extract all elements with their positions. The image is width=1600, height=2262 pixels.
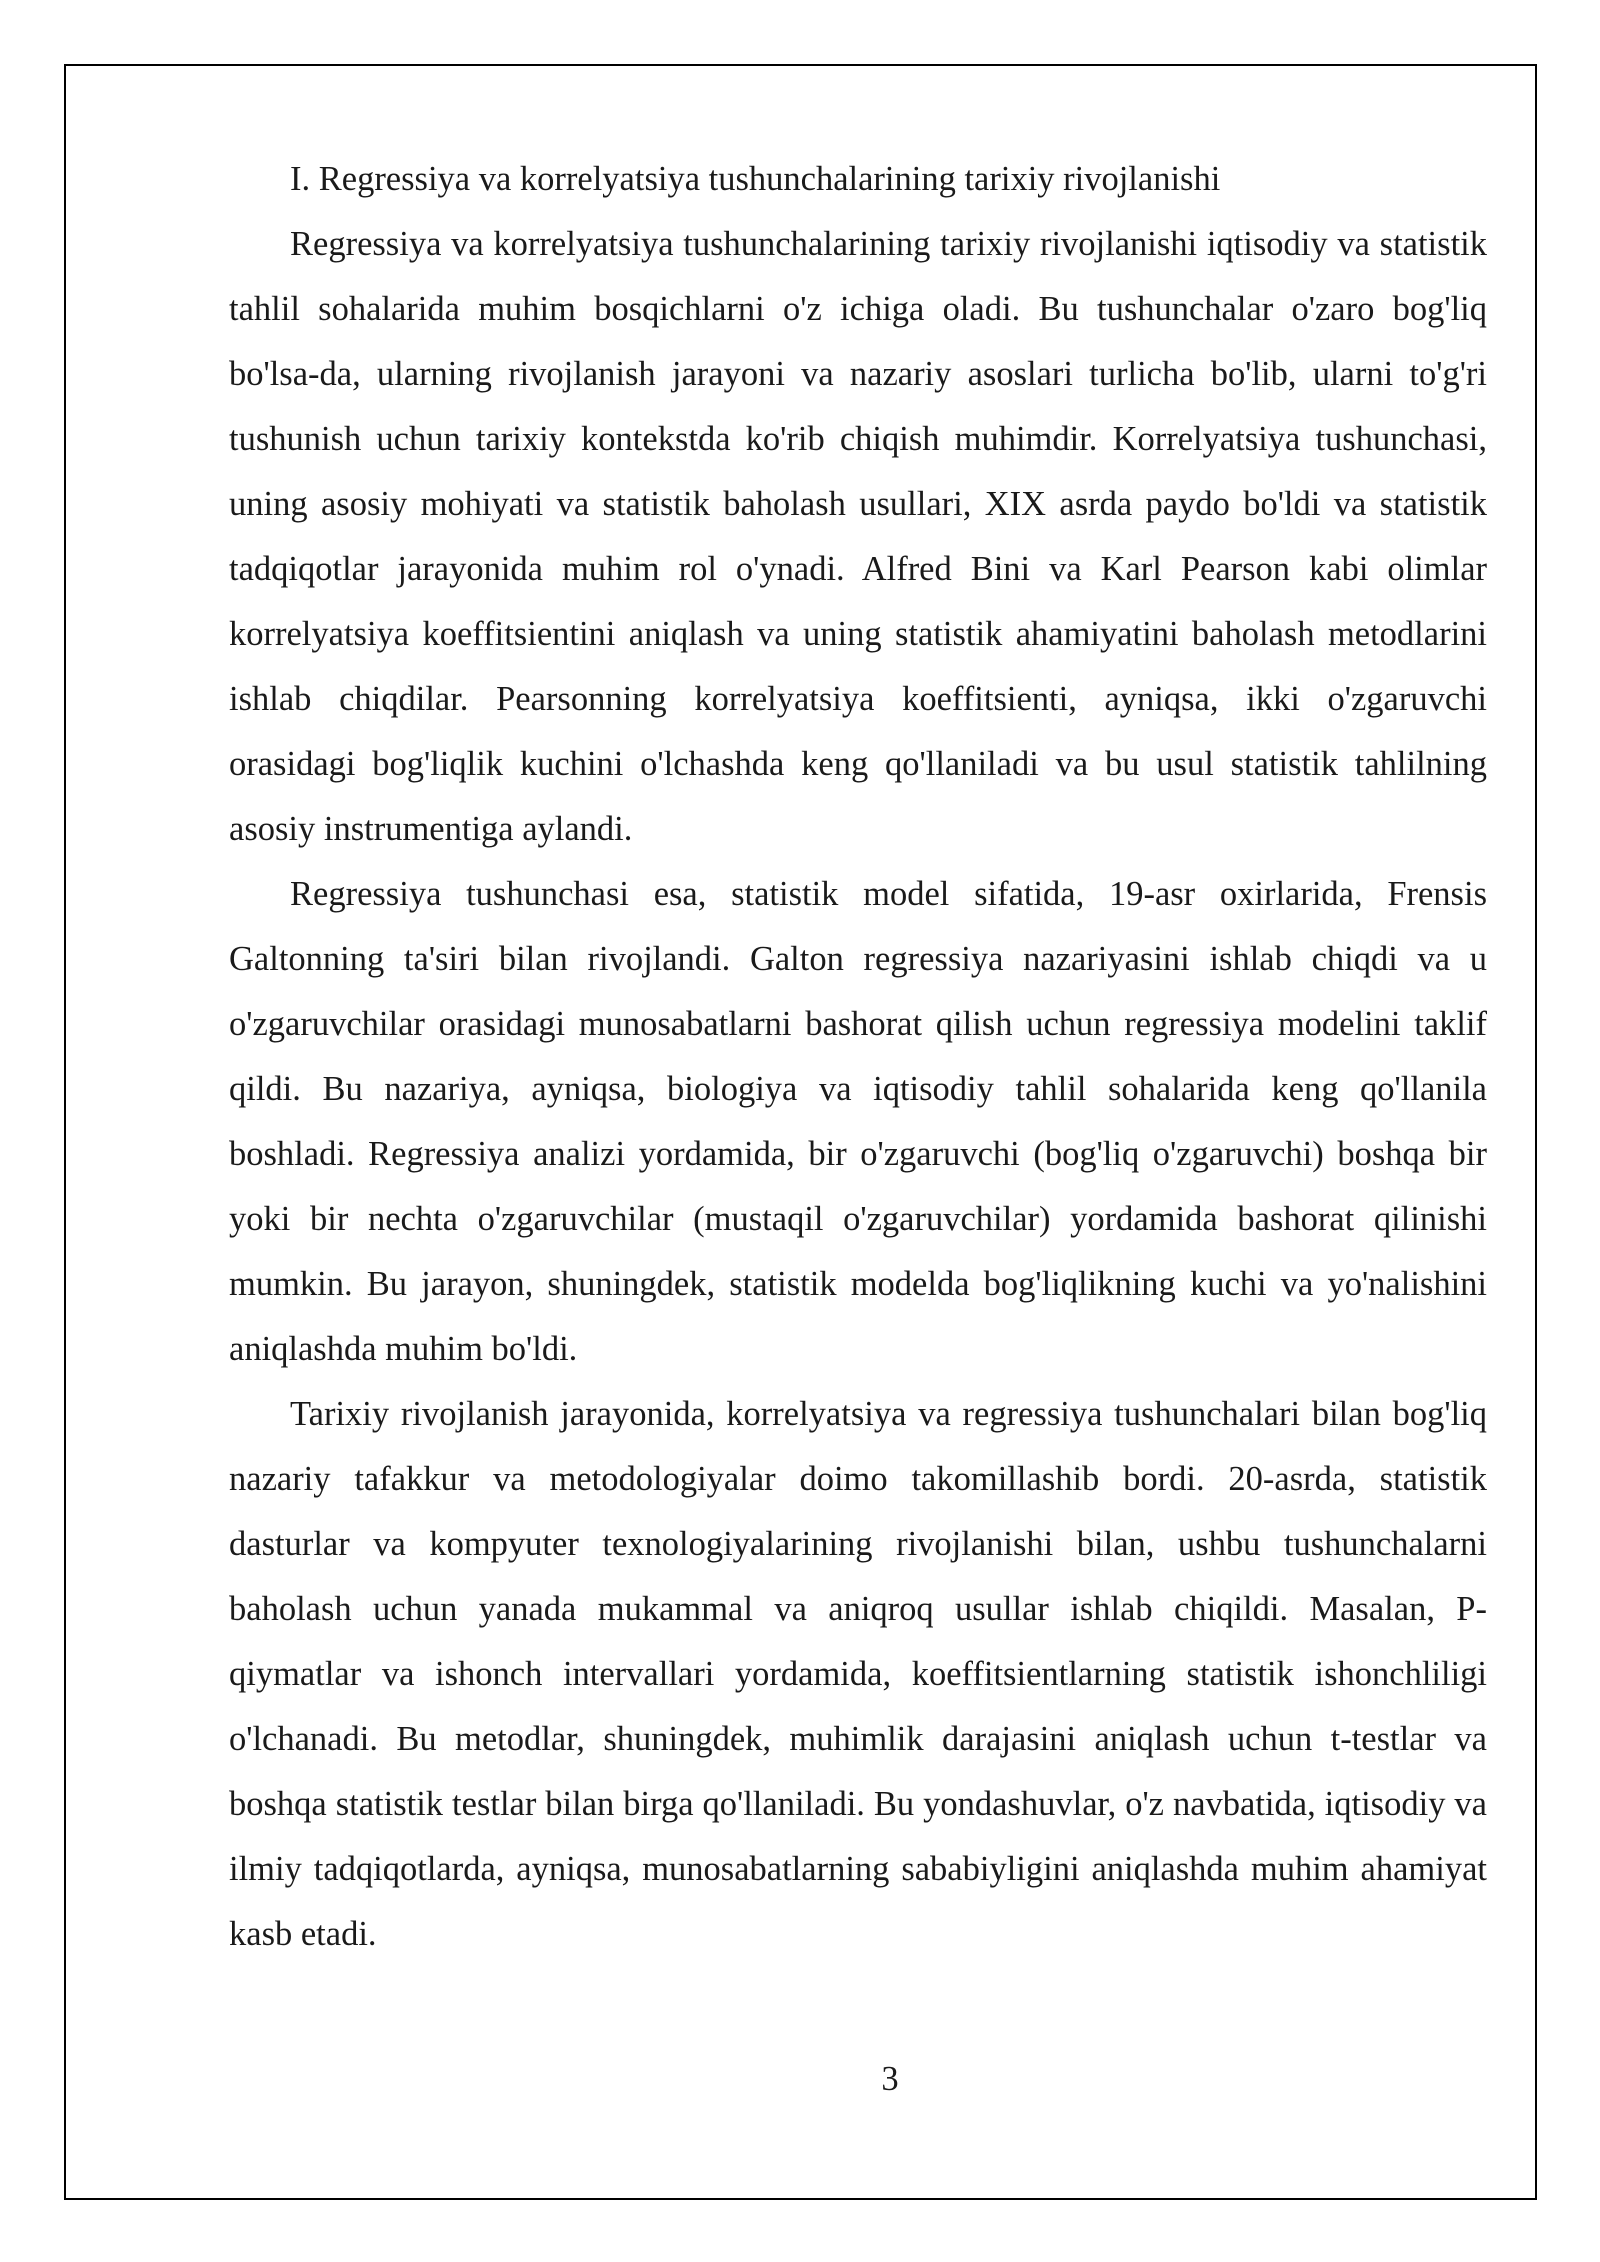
paragraph-3: Tarixiy rivojlanish jarayonida, korrelyatsiya va regressiya tushunchalari bilan bog'liq nazariy tafakkur va metodologiyalar doimo takomillashib bordi. 20-asrda, statistik dasturlar va kompyuter texnologiyalarining rivojlanishi bilan, ushbu tushunchalarni baholash uchun yanada mukammal va aniqroq usullar ishlab chiqildi. Masalan, P-qiymatlar va ishonch intervallari yordamida, koeffitsientlarning statistik ishonchliligi o'lchanadi. Bu metodlar, shuningdek, muhimlik darajasini aniqlash uchun t-testlar va boshqa statistik testlar bilan birga qo'llaniladi. Bu yondashuvlar, o'z navbatida, iqtisodiy va ilmiy tadqiqotlarda, ayniqsa, munosabatlarning sababiyligini aniqlashda muhim ahamiyat kasb etadi. — [229, 1395, 1487, 1953]
paragraph-2: Regressiya tushunchasi esa, statistik model sifatida, 19-asr oxirlarida, Frensis Galtonning ta'siri bilan rivojlandi. Galton regressiya nazariyasini ishlab chiqdi va u o'zgaruvchilar orasidagi munosabatlarni bashorat qilish uchun regressiya modelini taklif qildi. Bu nazariya, ayniqsa, biologiya va iqtisodiy tahlil sohalarida keng qo'llanila boshladi. Regressiya analizi yordamida, bir o'zgaruvchi (bog'liq o'zgaruvchi) boshqa bir yoki bir nechta o'zgaruvchilar (mustaqil o'zgaruvchilar) yordamida bashorat qilinishi mumkin. Bu jarayon, shuningdek, statistik modelda bog'liqlikning kuchi va yo'nalishini aniqlashda muhim bo'ldi. — [229, 875, 1487, 1368]
section-heading: I. Regressiya va korrelyatsiya tushunchalarining tarixiy rivojlanishi — [290, 160, 1221, 198]
page-content — [229, 147, 1487, 1967]
page-number: 3 — [881, 2060, 899, 2098]
paragraph-1: Regressiya va korrelyatsiya tushunchalarining tarixiy rivojlanishi iqtisodiy va statistik tahlil sohalarida muhim bosqichlarni o'z ichiga oladi. Bu tushunchalar o'zaro bog'liq bo'lsa-da, ularning rivojlanish jarayoni va nazariy asoslari turlicha bo'lib, ularni to'g'ri tushunish uchun tarixiy kontekstda ko'rib chiqish muhimdir. Korrelyatsiya tushunchasi, uning asosiy mohiyati va statistik baholash usullari, XIX asrda paydo bo'ldi va statistik tadqiqotlar jarayonida muhim rol o'ynadi. Alfred Bini va Karl Pearson kabi olimlar korrelyatsiya koeffitsientini aniqlash va uning statistik ahamiyatini baholash metodlarini ishlab chiqdilar. Pearsonning korrelyatsiya koeffitsienti, ayniqsa, ikki o'zgaruvchi orasidagi bog'liqlik kuchini o'lchashda keng qo'llaniladi va bu usul statistik tahlilning asosiy instrumentiga aylandi. — [229, 225, 1487, 848]
